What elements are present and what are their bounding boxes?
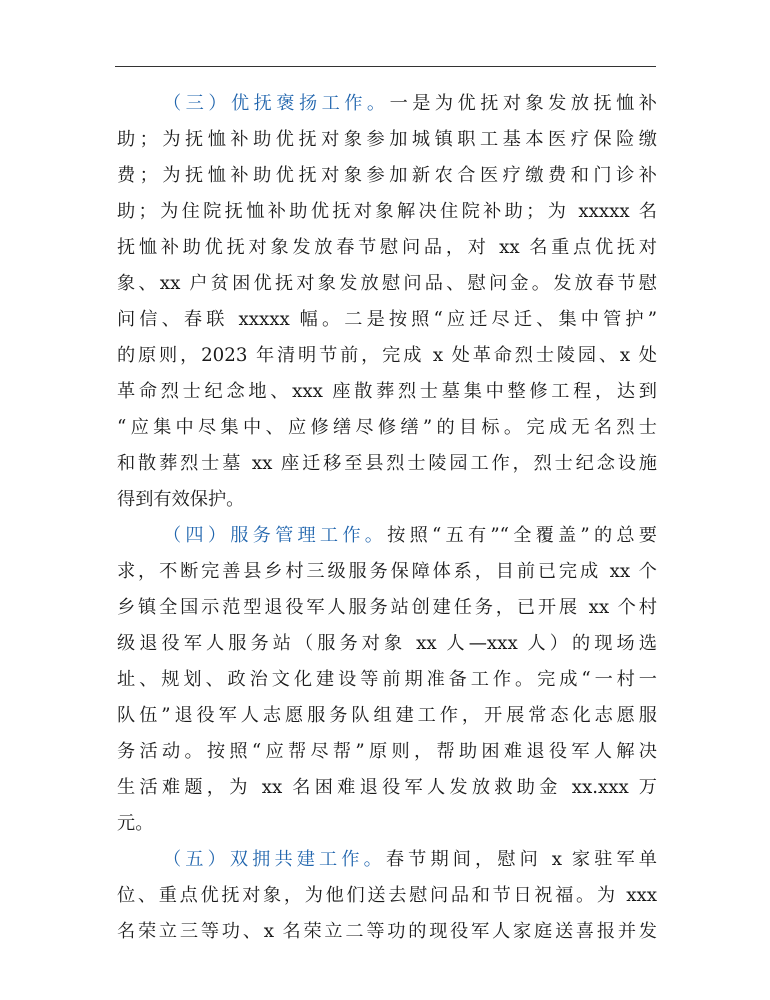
header-rule bbox=[115, 66, 656, 67]
paragraph-first-line bbox=[117, 518, 657, 554]
paragraph-line: “应集中尽集中、应修缮尽修缮”的目标。完成无名烈士 bbox=[117, 417, 657, 438]
paragraph-line: 的原则，2023 年清明节前，完成 x 处革命烈士陵园、x 处 bbox=[117, 345, 657, 366]
paragraph-text: 春节期间，慰问 x 家驻军单 bbox=[385, 849, 657, 870]
paragraph-first-line bbox=[117, 86, 657, 122]
paragraph-line: 抚恤补助优抚对象发放春节慰问品，对 xx 名重点优抚对 bbox=[117, 237, 657, 258]
paragraph-line: 级退役军人服务站（服务对象 xx 人—xxx 人）的现场选 bbox=[117, 633, 657, 654]
section-heading: （四）服务管理工作。 bbox=[163, 525, 388, 546]
paragraph-line: 求，不断完善县乡村三级服务保障体系，目前已完成 xx 个 bbox=[117, 561, 657, 582]
document-body bbox=[117, 86, 657, 950]
paragraph-line: 和散葬烈士墓 xx 座迁移至县烈士陵园工作，烈士纪念设施 bbox=[117, 453, 657, 474]
paragraph-line: 革命烈士纪念地、xxx 座散葬烈士墓集中整修工程，达到 bbox=[117, 381, 657, 402]
paragraph-line: 乡镇全国示范型退役军人服务站创建任务，已开展 xx 个村 bbox=[117, 597, 657, 618]
paragraph-first-line bbox=[117, 842, 657, 878]
paragraph-line: 队伍”退役军人志愿服务队组建工作，开展常态化志愿服 bbox=[117, 705, 657, 726]
paragraph-line: 务活动。按照“应帮尽帮”原则，帮助困难退役军人解决 bbox=[117, 741, 657, 762]
paragraph-line: 生活难题，为 xx 名困难退役军人发放救助金 xx.xxx 万 bbox=[117, 777, 657, 798]
paragraph-text: 按照“五有”“全覆盖”的总要 bbox=[387, 525, 657, 546]
paragraph-line: 助；为抚恤补助优抚对象参加城镇职工基本医疗保险缴 bbox=[117, 129, 657, 150]
paragraph-text: 一是为优抚对象发放抚恤补 bbox=[389, 93, 657, 114]
paragraph-line: 问信、春联 xxxxx 幅。二是按照“应迁尽迁、集中管护” bbox=[117, 309, 657, 330]
paragraph-line: 元。 bbox=[117, 813, 154, 834]
paragraph-line: 名荣立三等功、x 名荣立二等功的现役军人家庭送喜报并发 bbox=[117, 921, 657, 942]
paragraph-line: 费；为抚恤补助优抚对象参加新农合医疗缴费和门诊补 bbox=[117, 165, 657, 186]
paragraph-line: 址、规划、政治文化建设等前期准备工作。完成“一村一 bbox=[117, 669, 657, 690]
paragraph-line: 助；为住院抚恤补助优抚对象解决住院补助；为 xxxxx 名 bbox=[117, 201, 657, 222]
section-heading: （三）优抚褒扬工作。 bbox=[163, 93, 390, 114]
section-heading: （五）双拥共建工作。 bbox=[163, 849, 386, 870]
paragraph-line: 位、重点优抚对象，为他们送去慰问品和节日祝福。为 xxx bbox=[117, 885, 657, 906]
paragraph-line: 象、xx 户贫困优抚对象发放慰问品、慰问金。发放春节慰 bbox=[117, 273, 657, 294]
paragraph-line: 得到有效保护。 bbox=[117, 489, 245, 510]
